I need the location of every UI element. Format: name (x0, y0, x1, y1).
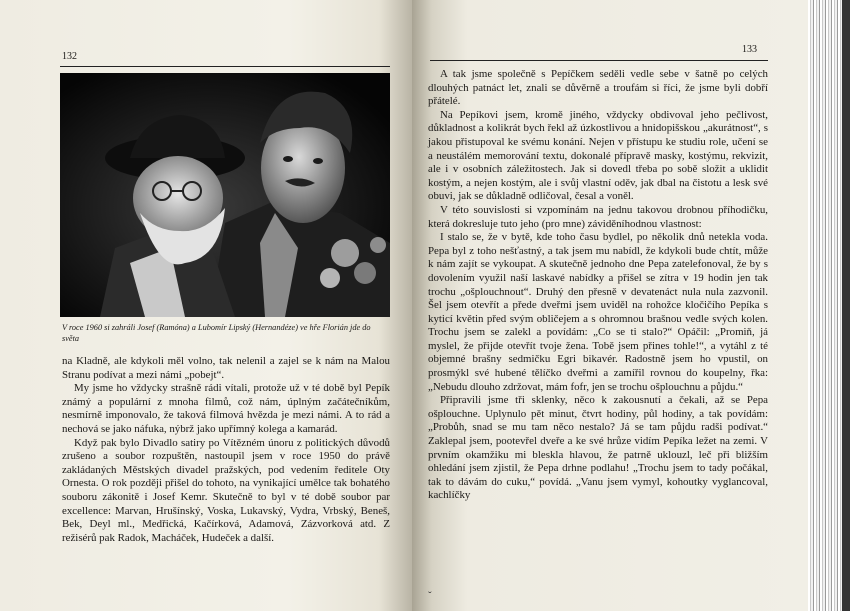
right-paragraph-3: V této souvislosti si vzpomínám na jednu takovou drobnou příhodičku, která dokresluje tuto jeho (pro mne) záviděníhodnou vlastnost: (428, 203, 768, 230)
page-number-left: 132 (62, 51, 77, 62)
theater-photo (60, 73, 390, 317)
left-paragraph-3: Když pak bylo Divadlo satiry po Vítězném únoru z politických důvodů zrušeno a soubor rozpuštěn, nastoupil jsem v roce 1950 do právě zakládaných Městských divadel pražských, pod vedením ředitele Oty Ornesta. O rok později přišel do tohoto, na vynikající umělce tak bohatého souboru zákonitě i Josef Kemr. Skutečně to byl v té době soubor par excellence: Marvan, Hrušínský, Voska, Lukavský, Vydra, Vrbský, Beneš, Bek, Deyl ml., Medřická, Kačírková, Adamová, Zázvorková atd. Z režisérů pak Radok, Macháček, Hudeček a další. (62, 436, 390, 544)
header-rule-right (430, 60, 768, 61)
right-paragraph-4: I stalo se, že v bytě, kde toho času bydlel, po několik dnů netekla voda. Pepa byl z toho nešťastný, a tak jsem mu nabídl, že kdykoli bude chtít, může k nám zajít se vykoupat. A skutečně jednoho dne Pepa zatelefonoval, že by s dovolením využil naší laskavé nabídky a přišel se zítra v 19 hodin jen tak trochu „ošplouchnout“. Druhý den přesně v devatenáct nula nula zazvonil. Šel jsem otevřít a přede dveřmi jsem uviděl na rohožce kločičího Pepíka s kyticí květin před svým obličejem a s ohromnou brašnou vedle svých kolen. Trochu jsem se zalekl a povídám: „Co se ti stalo?“ Opáčil: „Promiň, já myslel, že přijde otevřít tvoje žena. Tobě jsem přines tohle!“, a vytáhl z té objemné brašny sedmičku Egri bikavér. Radostně jsem ho vpustil, on prosmýkl své hubené tělíčko dveřmi a zamířil rovnou do koupelny, řka: „Nebudu dlouho zdržovat, mám fofr, jen se trochu ošplouchnu a půjdu.“ (428, 231, 768, 393)
header-rule-left (60, 66, 390, 67)
left-page-body (62, 355, 390, 545)
right-page-body (428, 68, 768, 503)
left-paragraph-2: My jsme ho vždycky strašně rádi vítali, protože už v té době byl Pepík známý a populární z mnoha filmů, což nám, úplným začátečníkům, nesmírně imponovalo, že taková filmová hvězda je mezi námi. A to rád a nechová se jako náfuka, nýbrž jako upřímný kolega a kamarád. (62, 382, 390, 435)
photo-caption: V roce 1960 si zahráli Josef (Ramóna) a Lubomír Lipský (Hernandéze) ve hře Florián jde do světa (62, 323, 371, 343)
right-paragraph-5: Připravili jsme tři sklenky, něco k zakousnutí a čekali, až se Pepa ošplouchne. Uplynulo pět minut, čtvrt hodiny, půl hodiny, a tak povídám: „Probůh, snad se mu tam něco nestalo? Já se tam půjdu radši podívat.“ Zaklepal jsem, pootevřel dveře a ke své hrůze vidím Pepíka ležet na zemi. V prvním okamžiku mi bleskla hlavou, že patrně uklouzl, leč při bližším ohledání jsem zjistil, že Pepa drhne podlahu! „Trochu jsem to tady počákal, tak to dávám do cuku,“ povídá. „Vanu jsem vymyl, kohoutky vyglancoval, kachlíčky (428, 394, 768, 502)
thumb-mark: ˇ (428, 590, 432, 602)
book-edge-shadow (842, 0, 850, 611)
page-number-right: 133 (742, 44, 757, 55)
right-paragraph-2: Na Pepíkovi jsem, kromě jiného, vždycky obdivoval jeho pečlivost, důkladnost a kolikrát bych řekl až úzkostlivou a hnidopišskou „akurátnost“, s jakou přistupoval ke svému konání. Nejen v přístupu ke studiu role, učení se a neustálém memorování textu, dokonalé přípravě masky, kostýmu, rekvizit, ale i v osobních záležitostech. Jak si dovedl třeba po sobě složit a uklidit kostým, a nejen kostým, ale i svůj vlastní oděv, jak dbal na čistotu a lesk své obuvi, jak se důkladně odličoval, česal a voněl. (428, 108, 768, 203)
right-paragraph-1: A tak jsme společně s Pepíčkem seděli vedle sebe v šatně po celých dlouhých patnáct let, znali se důvěrně a troufám si říci, že jsme byli dobří přátelé. (428, 68, 768, 108)
left-paragraph-1: na Kladně, ale kdykoli měl volno, tak nelenil a zajel se k nám na Malou Stranu podívat a mezi námi „pobejt“. (62, 355, 390, 381)
left-page (0, 0, 412, 611)
